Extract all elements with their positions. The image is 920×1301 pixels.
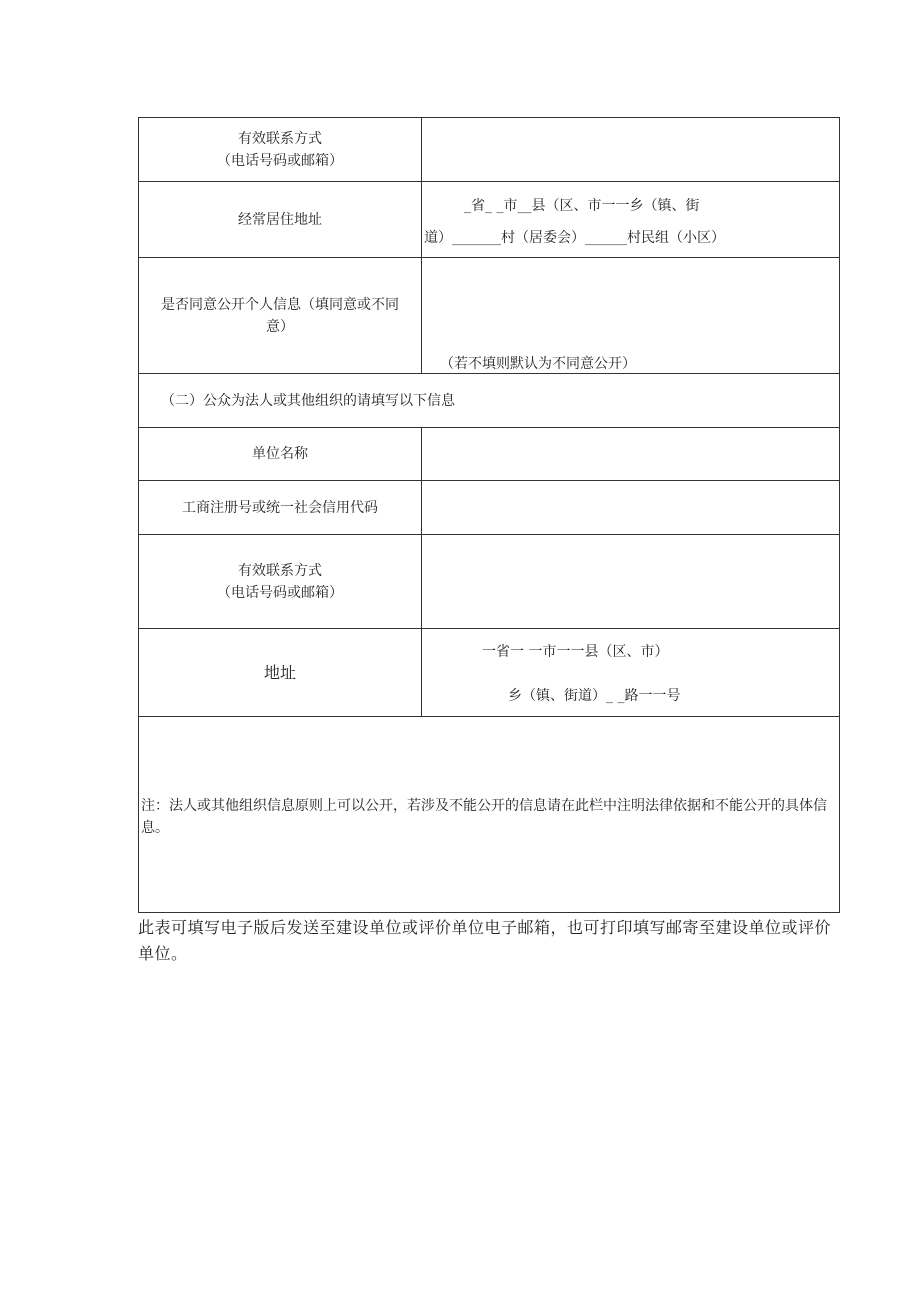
residence-row <box>139 182 839 258</box>
org-address-label: 地址 <box>263 662 296 682</box>
consent-label-cell <box>139 258 422 373</box>
footer-instruction: 此表可填写电子版后发送至建设单位或评价单位电子邮箱，也可打印填写邮寄至建设单位或评价单位。 <box>138 918 832 963</box>
org-reg-label: 工商注册号或统一社会信用代码 <box>182 499 378 516</box>
org-reg-row <box>139 481 839 535</box>
org-address-label-cell <box>139 629 422 716</box>
consent-default-note: （若不填则默认为不同意公开） <box>440 356 636 372</box>
org-section-title: （二）公众为法人或其他组织的请填写以下信息 <box>161 393 455 409</box>
residence-label-cell <box>139 182 422 257</box>
org-name-label: 单位名称 <box>252 446 308 462</box>
consent-row <box>139 258 839 374</box>
org-address-input[interactable] <box>422 629 839 716</box>
org-address-line-2: 乡（镇、街道）_ _路一一号 <box>508 688 681 704</box>
org-section-row <box>139 374 839 428</box>
org-address-line-1: 一省一 一市一一县（区、市） <box>482 644 669 660</box>
personal-contact-row <box>139 118 839 182</box>
information-form-table <box>138 117 840 913</box>
org-reg-input[interactable] <box>422 481 839 534</box>
org-contact-label-cell <box>139 535 422 628</box>
org-name-input[interactable] <box>422 428 839 480</box>
personal-contact-label-cell <box>139 118 422 181</box>
org-name-row <box>139 428 839 481</box>
residence-input[interactable] <box>422 182 839 257</box>
consent-label-line-2: 意） <box>266 318 294 335</box>
residence-line-2: 道）_______村（居委会）______村民组（小区） <box>424 230 725 246</box>
org-contact-label: 有效联系方式 <box>238 562 322 579</box>
org-contact-sub: （电话号码或邮箱） <box>217 584 343 601</box>
personal-contact-label: 有效联系方式 <box>238 130 322 147</box>
consent-label-line-1: 是否同意公开个人信息（填同意或不同 <box>161 296 399 313</box>
residence-label: 经常居住地址 <box>238 211 322 228</box>
personal-contact-input[interactable] <box>422 118 839 181</box>
personal-contact-sub: （电话号码或邮箱） <box>217 152 343 169</box>
org-contact-row <box>139 535 839 629</box>
org-reg-label-cell <box>139 481 422 534</box>
consent-input[interactable] <box>422 258 839 373</box>
org-contact-input[interactable] <box>422 535 839 628</box>
org-note-text: 注：法人或其他组织信息原则上可以公开，若涉及不能公开的信息请在此栏中注明法律依据和不能公开的具体信息。 <box>141 798 827 836</box>
org-address-row <box>139 629 839 717</box>
org-note-row[interactable] <box>139 717 839 912</box>
org-name-label-cell <box>139 428 422 480</box>
residence-line-1: _省_ _市__县（区、市一一乡（镇、街 <box>464 198 700 214</box>
